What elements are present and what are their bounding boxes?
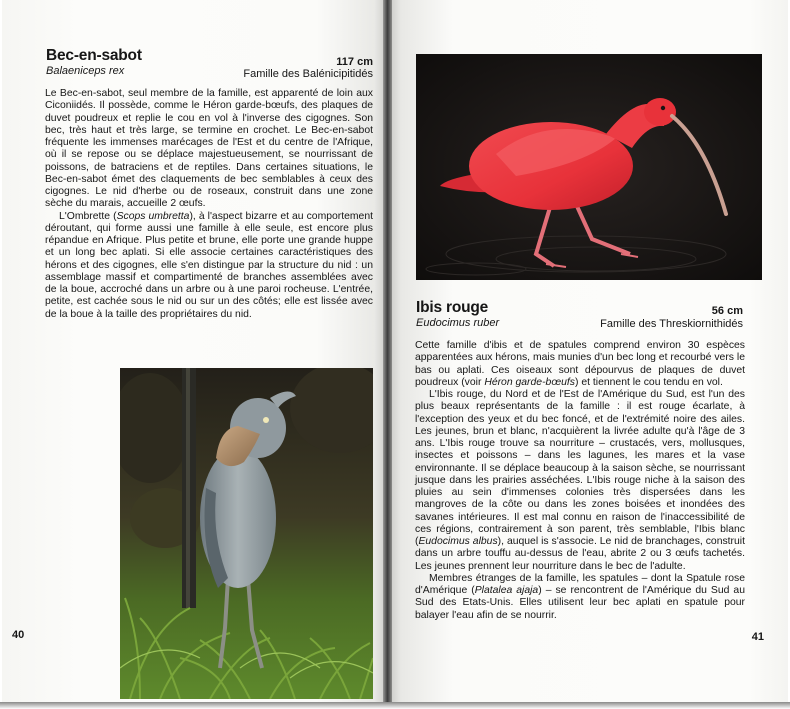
species-family: Famille des Threskiornithidés <box>600 318 743 330</box>
paragraph <box>415 389 745 573</box>
text-run: Membres étranges de la famille, les spatules – dont la Spatule rose d'Amérique ( <box>415 572 745 596</box>
scientific-name: Eudocimus ruber <box>416 317 500 329</box>
text-run: ) et tiennent le cou tendu en vol. <box>574 376 723 388</box>
paragraph <box>415 340 745 389</box>
text-run: L'Ibis rouge, du Nord et de l'Est de l'Amérique du Sud, est l'un des plus beaux représentants de la famille : il est rouge écarlate, à l'exception des yeux et du bec foncé, et de l'extrémité noire des ailes. Les jeunes, brun et blanc, n'acquièrent la livrée adulte qu'à l'âge de 3 ans. L'Ibis rouge trouve sa nourriture – crustacés, vers, mollusques, insectes et poissons – dans les lagunes, les mares et la vase environnante. Il se déplace beaucoup à la saison sèche, se nourrissant jusque dans les prairies asséchées. L'Ibis rouge niche à la saison des pluies au sein d'immenses colonies très dispersées dans les mangroves de la côte ou dans les zones boisées et inondées des savanes intérieures. Il est mal connu en raison de l'inaccessibilité de ces régions, contrairement à son parent, très semblable, l'Ibis blanc ( <box>415 389 745 547</box>
species-size: 117 cm <box>336 56 373 68</box>
species-title: Ibis rouge <box>416 299 489 316</box>
article-body <box>45 88 373 321</box>
paragraph <box>45 88 373 211</box>
species-title: Bec-en-sabot <box>46 47 142 64</box>
text-run: Le Bec-en-sabot, seul membre de la famille, est apparenté de loin aux Ciconiidés. Il possède, comme le Héron garde-bœufs, des plaques de duvet poudreux et replie le cou en vol à l'inverse des cigognes. Son bec, très haut et très large, se termine en crochet. Le Bec-en-sabot fréquente les immenses marécages de l'Est et du centre de l'Afrique, où il se repose ou se déplace majestueusement, se nourrissant de poissons, de batraciens et de reptiles. Dans certaines situations, le Bec-en-sabot émet des claquements de bec semblables à ceux des cigognes. Le nid d'herbe ou de roseaux, construit dans une zone sèche du marais, accueille 2 œufs. <box>45 88 373 210</box>
page-number: 40 <box>12 629 25 641</box>
italic-term: Scops umbretta <box>116 210 190 222</box>
italic-term: Platalea ajaja <box>474 585 539 596</box>
text-run: ), à l'aspect bizarre et au comportement déroutant, qui forme aussi une famille à elle seule, est encore plus répandue en Afrique. Plus petite et brune, elle porte une grande huppe et un long bec aplati. Si elle associe certaines caractéristiques des hérons et des cigognes, elle s'en distingue par la structure du nid : un assemblage massif et compartimenté de branches assemblées avec de la boue, accroché dans un arbre ou à une paroi rocheuse. L'entrée, petite, est cachée sous le nid ou sur un des côtés; elle est lissée avec de la boue à la taille des propriétaires du nid. <box>45 210 374 320</box>
article-body <box>415 340 745 622</box>
text-run: ) – se rencontrent de l'Amérique du Sud au Sud des Etats-Unis. Elles utilisent leur bec aplati en spatule pour balayer l'eau afin de se nourrir. <box>415 585 745 621</box>
page-number: 41 <box>751 631 764 643</box>
page-edge-shadow <box>0 702 790 709</box>
italic-term: Héron garde-bœufs <box>484 376 575 388</box>
species-size: 56 cm <box>711 305 743 317</box>
scarlet-ibis-photo <box>416 54 762 280</box>
italic-term: Eudocimus albus <box>418 536 498 547</box>
right-page <box>389 0 788 703</box>
text-run: L'Ombrette ( <box>59 210 117 222</box>
text-run: ), auquel is s'associe. Le nid de branchages, construit dans un arbre touffu au-dessus de l'eau, abrite 2 ou 3 œufs tachetés. Les jeunes prennent leur nourriture dans le bec de l'adulte. <box>415 536 745 572</box>
shoebill-photo <box>120 368 373 699</box>
text-run: Cette famille d'ibis et de spatules comprend environ 30 espèces apparentées aux hérons, mais munies d'un bec long et recourbé vers le bas ou aplati. Ces oiseaux sont dépourvus de plaques de duvet poudreux (voir <box>415 340 745 388</box>
book-gutter <box>383 0 392 705</box>
paragraph <box>415 573 745 622</box>
paragraph <box>45 211 373 321</box>
scientific-name: Balaeniceps rex <box>46 65 125 77</box>
left-page <box>2 0 386 703</box>
species-family: Famille des Balénicipitidés <box>243 68 373 80</box>
